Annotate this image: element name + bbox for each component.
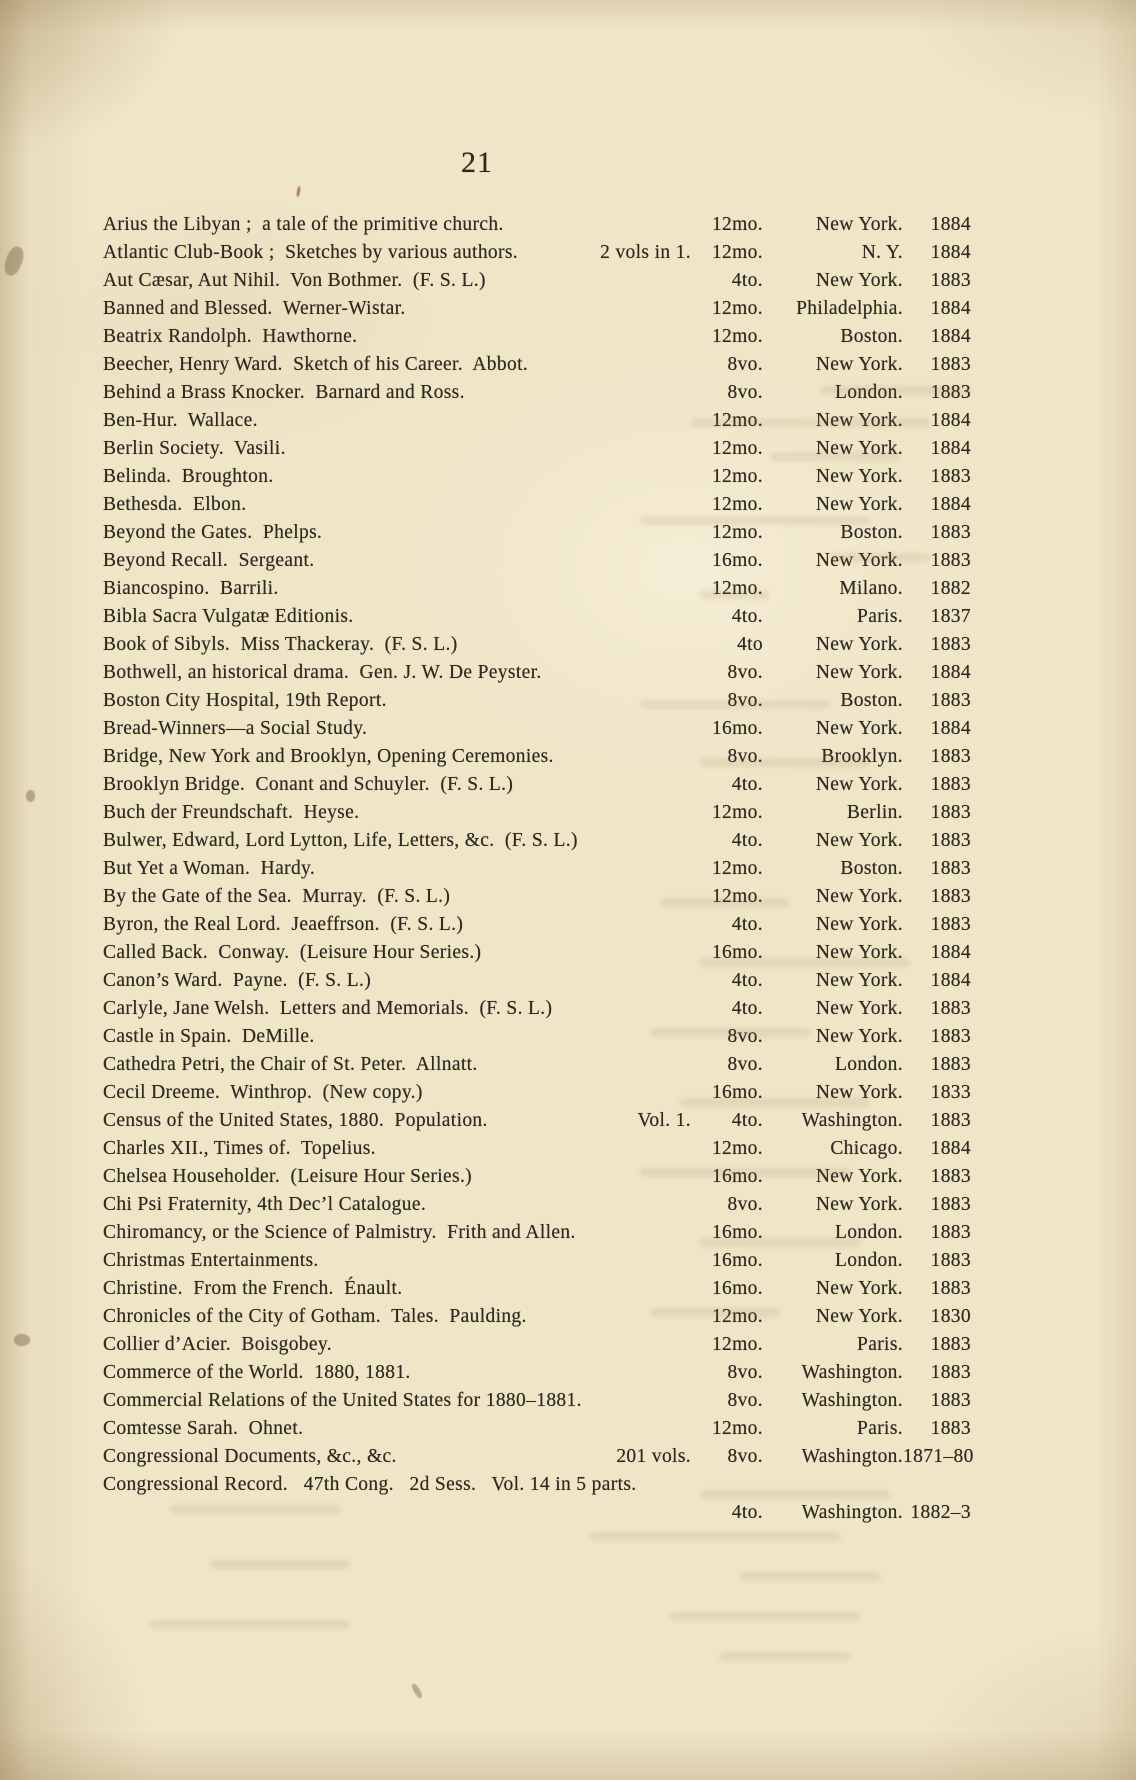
catalog-entry-row — [103, 1107, 971, 1135]
catalog-entry-row — [103, 1387, 971, 1415]
catalog-entry-row — [103, 603, 971, 631]
entry-volumes-note — [691, 1275, 701, 1303]
entry-year: 1882 — [930, 578, 971, 599]
entry-place: New York. — [815, 970, 903, 991]
entry-volumes-note — [691, 1499, 701, 1527]
entry-title: Comtesse Sarah. Ohnet. — [103, 1418, 304, 1439]
entry-format: 12mo. — [711, 802, 763, 823]
entry-place: Washington. — [801, 1110, 903, 1131]
entry-place: New York. — [815, 886, 903, 907]
entry-place: New York. — [815, 1082, 903, 1103]
entry-volumes-note — [691, 827, 701, 855]
entry-format: 8vo. — [727, 1446, 763, 1467]
entry-format: 12mo. — [711, 1306, 763, 1327]
entry-format: 12mo. — [711, 1138, 763, 1159]
page-showthrough-mark — [640, 700, 830, 709]
entry-format: 4to. — [731, 998, 763, 1019]
entry-year: 1883 — [930, 1250, 971, 1271]
catalog-entry-row — [103, 1023, 971, 1051]
catalog-entry-row — [103, 715, 971, 743]
entry-volumes-note — [691, 547, 701, 575]
entry-volumes-note — [691, 911, 701, 939]
entry-format: 16mo. — [711, 1278, 763, 1299]
catalog-entry-list — [103, 211, 974, 1527]
entry-format: 12mo. — [711, 410, 763, 431]
entry-year: 1883 — [930, 270, 971, 291]
paper-blemish — [1, 244, 26, 278]
entry-year: 1833 — [930, 1082, 971, 1103]
entry-place: New York. — [815, 214, 903, 235]
page-showthrough-mark — [640, 1168, 850, 1177]
entry-title: Christmas Entertainments. — [103, 1250, 319, 1271]
entry-volumes-note — [691, 491, 701, 519]
entry-year: 1883 — [930, 1362, 971, 1383]
entry-format: 4to. — [731, 830, 763, 851]
catalog-entry-row — [103, 351, 971, 379]
entry-place: Berlin. — [846, 802, 903, 823]
entry-title: Commercial Relations of the United States for 1880–1881. — [103, 1390, 582, 1411]
entry-volumes-note — [691, 1415, 701, 1443]
entry-place: New York. — [815, 634, 903, 655]
entry-year: 1884 — [930, 494, 971, 515]
paper-blemish — [296, 186, 301, 197]
entry-title: Bibla Sacra Vulgatæ Editionis. — [103, 606, 354, 627]
page-showthrough-mark — [830, 553, 930, 562]
entry-title: Castle in Spain. DeMille. — [103, 1026, 315, 1047]
entry-year: 1883 — [930, 998, 971, 1019]
entry-volumes-note — [691, 967, 701, 995]
catalog-entry-row — [103, 771, 971, 799]
catalog-entry-row — [103, 1247, 971, 1275]
page-showthrough-mark — [210, 1560, 350, 1569]
page-showthrough-mark — [700, 758, 870, 767]
entry-year — [903, 1471, 971, 1499]
entry-format: 16mo. — [711, 1222, 763, 1243]
entry-year: 1884 — [930, 438, 971, 459]
catalog-entry-row — [103, 1135, 971, 1163]
entry-place: New York. — [815, 550, 903, 571]
entry-year: 1883 — [930, 634, 971, 655]
entry-volumes-note — [691, 855, 701, 883]
catalog-entry-row — [103, 1191, 971, 1219]
page-showthrough-mark — [700, 1490, 890, 1499]
entry-format: 8vo. — [727, 382, 763, 403]
catalog-entry-row — [103, 1275, 971, 1303]
entry-place: New York. — [815, 466, 903, 487]
page-showthrough-mark — [150, 1620, 350, 1629]
entry-place: New York. — [815, 718, 903, 739]
catalog-entry-row — [103, 1443, 974, 1471]
entry-place: London. — [835, 1250, 903, 1271]
entry-title: Cathedra Petri, the Chair of St. Peter. Allnatt. — [103, 1054, 478, 1075]
entry-year: 1883 — [930, 914, 971, 935]
catalog-entry-row — [103, 491, 971, 519]
entry-title: Banned and Blessed. Werner-Wistar. — [103, 298, 406, 319]
entry-format: 12mo. — [711, 578, 763, 599]
catalog-entry-row — [103, 1331, 971, 1359]
entry-title: Charles XII., Times of. Topelius. — [103, 1138, 376, 1159]
entry-volumes-note — [691, 799, 701, 827]
entry-title: Chi Psi Fraternity, 4th Dec’l Catalogue. — [103, 1194, 427, 1215]
catalog-entry-row — [103, 687, 971, 715]
entry-year: 1830 — [930, 1306, 971, 1327]
page-showthrough-mark — [650, 1028, 810, 1037]
paper-blemish — [410, 1683, 423, 1700]
entry-volumes-note — [691, 267, 701, 295]
entry-title: Beecher, Henry Ward. Sketch of his Career. Abbot. — [103, 354, 529, 375]
entry-format: 12mo. — [711, 494, 763, 515]
entry-title: Atlantic Club-Book ; Sketches by various authors. — [103, 242, 519, 263]
entry-place: Chicago. — [830, 1138, 903, 1159]
entry-title: Congressional Record. 47th Cong. 2d Sess. Vol. 14 in 5 parts. — [103, 1474, 637, 1495]
entry-year: 1871–80 — [903, 1446, 974, 1467]
page-showthrough-mark — [680, 1098, 870, 1107]
entry-title: Belinda. Broughton. — [103, 466, 274, 487]
entry-year: 1883 — [930, 1418, 971, 1439]
entry-volumes-note — [691, 715, 701, 743]
catalog-entry-row — [103, 827, 971, 855]
entry-year: 1883 — [930, 690, 971, 711]
entry-format: 12mo. — [711, 886, 763, 907]
entry-year: 1883 — [930, 1222, 971, 1243]
entry-year: 1884 — [930, 410, 971, 431]
entry-volumes-note — [691, 743, 701, 771]
entry-volumes-note: 201 vols. — [616, 1446, 691, 1467]
catalog-entry-row — [103, 995, 971, 1023]
entry-volumes-note — [691, 1051, 701, 1079]
entry-title: Bothwell, an historical drama. Gen. J. W. De Peyster. — [103, 662, 542, 683]
page-showthrough-mark — [720, 1652, 850, 1661]
entry-format: 12mo. — [711, 858, 763, 879]
entry-title: Aut Cæsar, Aut Nihil. Von Bothmer. (F. S. L.) — [103, 270, 486, 291]
entry-volumes-note — [691, 1359, 701, 1387]
entry-place: Philadelphia. — [796, 298, 903, 319]
entry-year: 1882–3 — [910, 1502, 971, 1523]
paper-blemish — [14, 1334, 30, 1346]
catalog-entry-row — [103, 1415, 971, 1443]
page-showthrough-mark — [650, 1308, 780, 1317]
catalog-entry-row — [103, 267, 971, 295]
entry-title: Ben-Hur. Wallace. — [103, 410, 258, 431]
entry-year: 1883 — [930, 802, 971, 823]
page-showthrough-mark — [170, 1505, 340, 1514]
entry-place: New York. — [815, 1278, 903, 1299]
catalog-entry-row — [103, 883, 971, 911]
entry-year: 1837 — [930, 606, 971, 627]
entry-place: Paris. — [857, 1418, 903, 1439]
entry-volumes-note — [691, 435, 701, 463]
entry-year: 1883 — [930, 746, 971, 767]
entry-title: Bread-Winners—a Social Study. — [103, 718, 368, 739]
entry-title: Beyond Recall. Sergeant. — [103, 550, 315, 571]
entry-title: Congressional Documents, &c., &c. — [103, 1446, 397, 1467]
entry-title: By the Gate of the Sea. Murray. (F. S. L.) — [103, 886, 451, 907]
entry-volumes-note — [691, 379, 701, 407]
entry-format: 4to. — [731, 1110, 763, 1131]
entry-format: 16mo. — [711, 1082, 763, 1103]
entry-format: 4to. — [731, 970, 763, 991]
entry-title: Berlin Society. Vasili. — [103, 438, 286, 459]
entry-format: 12mo. — [711, 298, 763, 319]
entry-title: Brooklyn Bridge. Conant and Schuyler. (F. S. L.) — [103, 774, 514, 795]
catalog-entry-row — [103, 575, 971, 603]
entry-title: Beatrix Randolph. Hawthorne. — [103, 326, 358, 347]
entry-volumes-note — [691, 575, 701, 603]
entry-place: Boston. — [840, 690, 903, 711]
entry-title: But Yet a Woman. Hardy. — [103, 858, 316, 879]
catalog-entry-row — [103, 659, 971, 687]
entry-volumes-note — [691, 631, 701, 659]
entry-volumes-note — [691, 771, 701, 799]
entry-format: 8vo. — [727, 1054, 763, 1075]
entry-place: New York. — [815, 662, 903, 683]
catalog-entry-row — [103, 967, 971, 995]
entry-format: 16mo. — [711, 718, 763, 739]
entry-title: Called Back. Conway. (Leisure Hour Series.) — [103, 942, 482, 963]
entry-place: Washington. — [801, 1446, 903, 1467]
entry-format: 16mo. — [711, 1250, 763, 1271]
page-showthrough-mark — [590, 1532, 840, 1541]
entry-place: New York. — [815, 1026, 903, 1047]
catalog-entry-row — [103, 239, 971, 267]
entry-volumes-note — [691, 295, 701, 323]
entry-format: 8vo. — [727, 690, 763, 711]
entry-format: 12mo. — [711, 522, 763, 543]
page-showthrough-mark — [700, 1238, 860, 1247]
entry-place: Paris. — [857, 606, 903, 627]
entry-place: New York. — [815, 1306, 903, 1327]
entry-year: 1884 — [930, 298, 971, 319]
paper-blemish — [26, 790, 35, 802]
entry-format: 16mo. — [711, 550, 763, 571]
entry-volumes-note — [691, 351, 701, 379]
entry-place: New York. — [815, 494, 903, 515]
entry-year: 1883 — [930, 354, 971, 375]
catalog-entry-row — [103, 911, 971, 939]
entry-format: 8vo. — [727, 1390, 763, 1411]
entry-title: Boston City Hospital, 19th Report. — [103, 690, 387, 711]
entry-place: Washington. — [801, 1390, 903, 1411]
entry-format: 12mo. — [711, 1334, 763, 1355]
entry-year: 1883 — [930, 1110, 971, 1131]
entry-volumes-note — [691, 603, 701, 631]
entry-title: Chronicles of the City of Gotham. Tales. Paulding. — [103, 1306, 527, 1327]
entry-title: Canon’s Ward. Payne. (F. S. L.) — [103, 970, 372, 991]
entry-year: 1884 — [930, 214, 971, 235]
entry-place: New York. — [815, 438, 903, 459]
entry-year: 1883 — [930, 1166, 971, 1187]
entry-year: 1884 — [930, 662, 971, 683]
catalog-entry-row — [103, 855, 971, 883]
entry-place: London. — [835, 382, 903, 403]
entry-year: 1883 — [930, 1194, 971, 1215]
entry-year: 1883 — [930, 1334, 971, 1355]
entry-place: Washington. — [801, 1362, 903, 1383]
entry-format: 4to. — [731, 1502, 763, 1523]
page-showthrough-mark — [820, 386, 970, 395]
entry-format: 8vo. — [727, 662, 763, 683]
entry-volumes-note — [691, 659, 701, 687]
catalog-entry-row — [103, 1303, 971, 1331]
entry-place: New York. — [815, 998, 903, 1019]
entry-format: 12mo. — [711, 466, 763, 487]
entry-format: 16mo. — [711, 942, 763, 963]
entry-year: 1884 — [930, 718, 971, 739]
entry-place: Paris. — [857, 1334, 903, 1355]
entry-place: London. — [835, 1054, 903, 1075]
entry-format: 8vo. — [727, 746, 763, 767]
entry-place: Boston. — [840, 326, 903, 347]
entry-format: 8vo. — [727, 1362, 763, 1383]
catalog-entry-row — [103, 631, 971, 659]
entry-title: Bethesda. Elbon. — [103, 494, 247, 515]
page-number: 21 — [461, 146, 493, 179]
entry-volumes-note — [691, 995, 701, 1023]
entry-format: 4to. — [731, 606, 763, 627]
entry-title: Chelsea Householder. (Leisure Hour Series.) — [103, 1166, 473, 1187]
entry-volumes-note — [691, 1135, 701, 1163]
entry-place: New York. — [815, 830, 903, 851]
entry-volumes-note — [691, 1387, 701, 1415]
entry-place: London. — [835, 1222, 903, 1243]
entry-place: Washington. — [801, 1502, 903, 1523]
page-showthrough-mark — [660, 898, 790, 907]
entry-format: 4to — [737, 634, 763, 655]
entry-format: 12mo. — [711, 438, 763, 459]
entry-title: Census of the United States, 1880. Population. — [103, 1110, 488, 1131]
entry-title: Cecil Dreeme. Winthrop. (New copy.) — [103, 1082, 423, 1103]
entry-volumes-note — [691, 323, 701, 351]
entry-title: Chiromancy, or the Science of Palmistry. Frith and Allen. — [103, 1222, 576, 1243]
entry-format: 12mo. — [711, 242, 763, 263]
entry-year: 1883 — [930, 550, 971, 571]
entry-title: Commerce of the World. 1880, 1881. — [103, 1362, 411, 1383]
entry-year: 1883 — [930, 774, 971, 795]
entry-place: New York. — [815, 1194, 903, 1215]
entry-volumes-note: 2 vols in 1. — [600, 242, 691, 263]
entry-place: New York. — [815, 270, 903, 291]
catalog-entry-row — [103, 295, 971, 323]
entry-place: New York. — [815, 1166, 903, 1187]
catalog-entry-row — [103, 463, 971, 491]
catalog-entry-row — [103, 799, 971, 827]
entry-place: Brooklyn. — [821, 746, 903, 767]
entry-format: 8vo. — [727, 354, 763, 375]
entry-title: Buch der Freundschaft. Heyse. — [103, 802, 360, 823]
entry-place: N. Y. — [861, 242, 903, 263]
entry-place: New York. — [815, 774, 903, 795]
entry-format: 12mo. — [711, 1418, 763, 1439]
entry-title: Christine. From the French. Énault. — [103, 1278, 403, 1299]
entry-title: Carlyle, Jane Welsh. Letters and Memorials. (F. S. L.) — [103, 998, 553, 1019]
entry-place: New York. — [815, 914, 903, 935]
entry-title: Byron, the Real Lord. Jeaeffrson. (F. S. L.) — [103, 914, 464, 935]
entry-title: Beyond the Gates. Phelps. — [103, 522, 323, 543]
entry-format: 4to. — [731, 774, 763, 795]
entry-title: Bridge, New York and Brooklyn, Opening Ceremonies. — [103, 746, 554, 767]
entry-year: 1883 — [930, 1278, 971, 1299]
entry-format: 8vo. — [727, 1194, 763, 1215]
entry-place: Boston. — [840, 858, 903, 879]
entry-year: 1883 — [930, 858, 971, 879]
entry-year: 1884 — [930, 970, 971, 991]
entry-volumes-note: Vol. 1. — [637, 1110, 691, 1131]
entry-title: Collier d’Acier. Boisgobey. — [103, 1334, 332, 1355]
entry-title: Arius the Libyan ; a tale of the primitive church. — [103, 214, 504, 235]
entry-year: 1883 — [930, 1390, 971, 1411]
entry-year: 1883 — [930, 382, 971, 403]
entry-format: 4to. — [731, 914, 763, 935]
entry-title: Book of Sibyls. Miss Thackeray. (F. S. L.) — [103, 634, 458, 655]
entry-year: 1883 — [930, 522, 971, 543]
entry-year: 1883 — [930, 1026, 971, 1047]
entry-volumes-note — [691, 1191, 701, 1219]
page-showthrough-mark — [670, 1612, 860, 1621]
catalog-entry-row — [103, 211, 971, 239]
entry-volumes-note — [691, 463, 701, 491]
entry-year: 1883 — [930, 466, 971, 487]
entry-year: 1884 — [930, 326, 971, 347]
entry-year: 1883 — [930, 1054, 971, 1075]
entry-place: New York. — [815, 942, 903, 963]
entry-format: 16mo. — [711, 1166, 763, 1187]
page-showthrough-mark — [700, 590, 770, 599]
entry-place: New York. — [815, 354, 903, 375]
entry-title: Bulwer, Edward, Lord Lytton, Life, Letters, &c. (F. S. L.) — [103, 830, 578, 851]
catalog-entry-row — [103, 323, 971, 351]
entry-year: 1884 — [930, 242, 971, 263]
entry-format: 4to. — [731, 270, 763, 291]
entry-volumes-note — [691, 1247, 701, 1275]
entry-place: Boston. — [840, 522, 903, 543]
entry-title: Behind a Brass Knocker. Barnard and Ross. — [103, 382, 465, 403]
entry-place: New York. — [815, 410, 903, 431]
entry-volumes-note — [691, 1331, 701, 1359]
page-showthrough-mark — [740, 1572, 880, 1581]
entry-year: 1883 — [930, 830, 971, 851]
entry-title: Biancospino. Barrili. — [103, 578, 279, 599]
page-showthrough-mark — [700, 958, 910, 967]
catalog-entry-row — [103, 1359, 971, 1387]
page-showthrough-mark — [770, 452, 900, 461]
entry-year: 1884 — [930, 1138, 971, 1159]
entry-format: 12mo. — [711, 326, 763, 347]
entry-volumes-note — [691, 211, 701, 239]
page-showthrough-mark — [640, 516, 870, 525]
entry-format: 12mo. — [711, 214, 763, 235]
entry-format: 8vo. — [727, 1026, 763, 1047]
page-showthrough-mark — [690, 418, 930, 427]
catalog-entry-row — [103, 1051, 971, 1079]
entry-year: 1884 — [930, 942, 971, 963]
entry-place: Milano. — [839, 578, 903, 599]
entry-year: 1883 — [930, 886, 971, 907]
